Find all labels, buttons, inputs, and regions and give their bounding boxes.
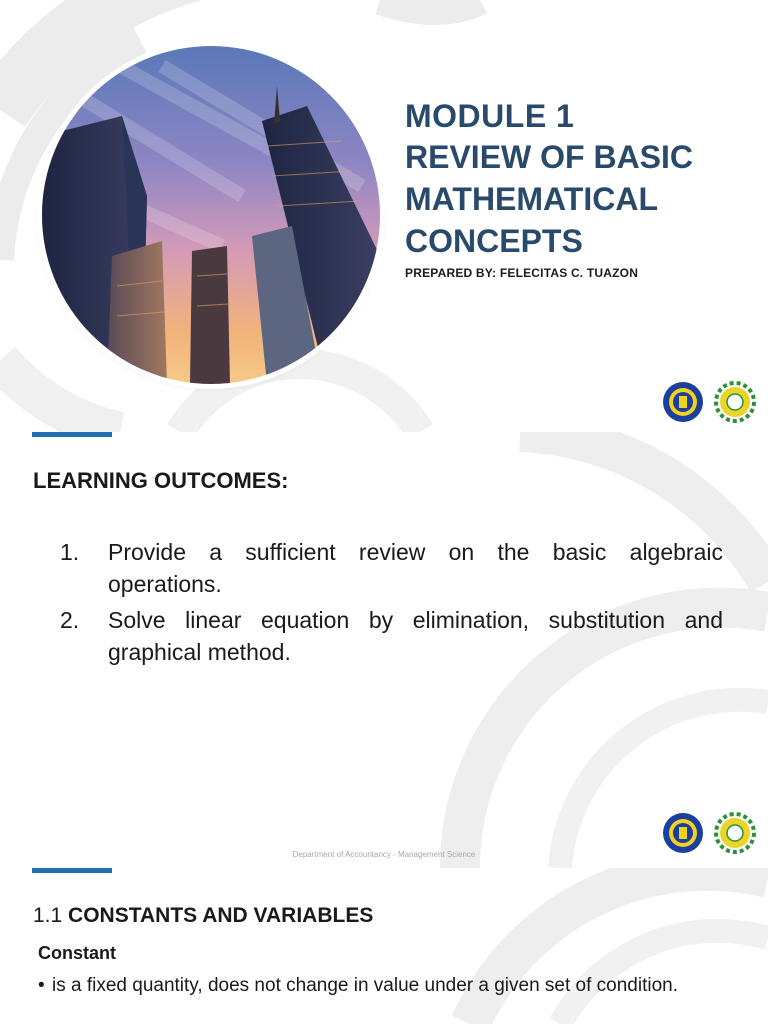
list-item: [60, 536, 723, 600]
section-heading: [33, 904, 373, 928]
section-title: CONSTANTS AND VARIABLES: [68, 904, 374, 927]
title-block: [405, 96, 755, 280]
title-line-3: CONCEPTS: [405, 223, 583, 259]
module-title: [405, 96, 755, 136]
university-seal-icon: [662, 381, 704, 423]
accent-bar: [32, 432, 112, 437]
title-line-2: MATHEMATICAL: [405, 181, 658, 217]
learning-outcomes-slide: [0, 432, 768, 868]
list-number: 2.: [60, 607, 80, 633]
module-label: MODULE: [405, 98, 547, 134]
footer-department: Department of Accountancy - Management Science: [292, 850, 476, 859]
college-gear-seal-icon: [714, 812, 756, 854]
bullet-item: [38, 974, 724, 998]
section-number: 1.1: [33, 904, 63, 927]
list-item: [60, 604, 723, 668]
accent-bar: [32, 868, 112, 873]
university-seal-icon: [662, 812, 704, 854]
prepared-by: PREPARED BY: FELECITAS C. TUAZON: [405, 266, 639, 280]
title-slide: [0, 0, 768, 432]
bullet-text: is a fixed quantity, does not change in value under a given set of condition.: [52, 975, 679, 996]
constants-variables-slide: [0, 868, 768, 1024]
module-number: 1: [556, 98, 575, 134]
list-text: Solve linear equation by elimination, substitution and graphical method.: [108, 607, 723, 665]
learning-outcomes-heading: LEARNING OUTCOMES:: [33, 468, 289, 493]
bullet-symbol: •: [38, 975, 45, 996]
college-gear-seal-icon: [714, 381, 756, 423]
title-line-1: REVIEW OF BASIC: [405, 139, 694, 175]
outcomes-list: [60, 536, 723, 672]
list-text: Provide a sufficient review on the basic algebraic operations.: [108, 539, 723, 597]
constant-subheading: Constant: [38, 943, 116, 963]
list-number: 1.: [60, 539, 80, 565]
skyscrapers-photo: [42, 46, 380, 384]
